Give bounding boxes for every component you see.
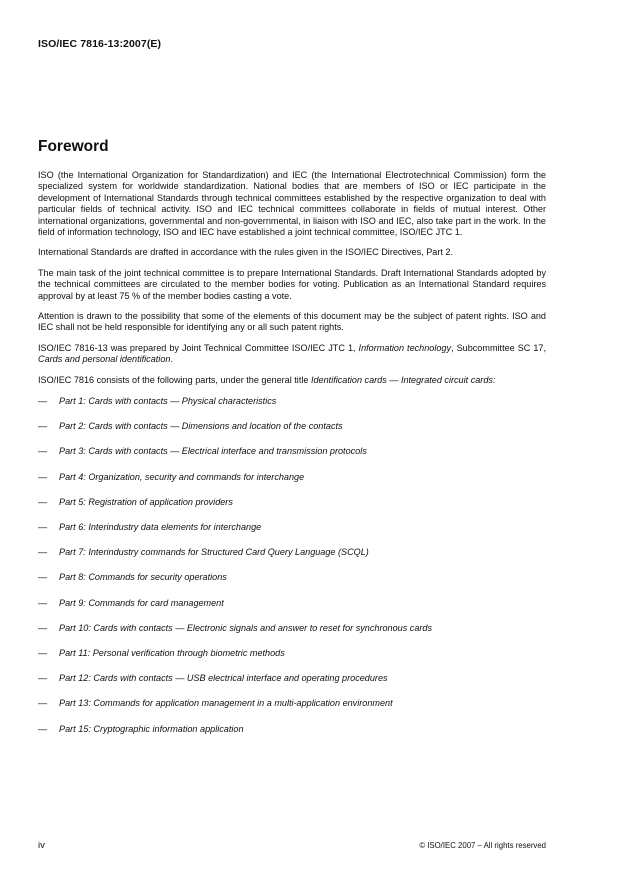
- list-item: [38, 547, 546, 572]
- part-title: Part 7: Interindustry commands for Structured Card Query Language (SCQL): [59, 547, 369, 558]
- list-dash: —: [38, 396, 48, 407]
- prepared-by-end: .: [170, 354, 173, 365]
- list-dash: —: [38, 471, 48, 482]
- paragraph-organizations: ISO (the International Organization for Standardization) and IEC (the International Electrotechnical Commission) form the specialized system for worldwide standardization. National bodies that are members of ISO or IEC participate in the development of International Standards through technical committees established by the respective organization to deal with particular fields of technical activity. ISO and IEC technical committees collaborate in fields of mutual interest. Other international organizations, governmental and non-governmental, in liaison with ISO and IEC, also take part in the work. In the field of information technology, ISO and IEC have established a joint technical committee, ISO/IEC JTC 1.: [38, 170, 546, 238]
- part-title: Part 6: Interindustry data elements for interchange: [59, 522, 262, 533]
- list-dash: —: [38, 673, 48, 684]
- prepared-by-subcommittee-title: Cards and personal identification: [38, 354, 171, 365]
- part-title: Part 5: Registration of application providers: [59, 496, 233, 507]
- part-title: Part 4: Organization, security and commands for interchange: [59, 471, 305, 482]
- part-title: Part 8: Commands for security operations: [59, 572, 227, 583]
- list-dash: —: [38, 421, 48, 432]
- list-dash: —: [38, 647, 48, 658]
- part-title: Part 15: Cryptographic information application: [59, 723, 244, 734]
- part-title: Part 3: Cards with contacts — Electrical interface and transmission protocols: [59, 446, 367, 457]
- list-item: [38, 673, 546, 698]
- part-title: Part 1: Cards with contacts — Physical characteristics: [59, 396, 277, 407]
- list-item: [38, 396, 546, 421]
- list-item: [38, 698, 546, 723]
- paragraph-patent-rights: Attention is drawn to the possibility that some of the elements of this document may be the subject of patent rights. ISO and IEC shall not be held responsible for identifying any or all such patent rights.: [38, 311, 546, 333]
- parts-general-title: Identification cards — Integrated circuit cards: [310, 374, 493, 385]
- list-dash: —: [38, 572, 48, 583]
- part-title: Part 13: Commands for application management in a multi-application environment: [59, 698, 393, 709]
- list-item: [38, 522, 546, 547]
- paragraph-directives: International Standards are drafted in accordance with the rules given in the ISO/IEC Directives, Part 2.: [38, 247, 453, 258]
- list-item: [38, 472, 546, 497]
- part-title: Part 10: Cards with contacts — Electronic signals and answer to reset for synchronous cards: [59, 622, 433, 633]
- paragraph-parts-intro: [38, 375, 546, 386]
- prepared-by-committee-title: Information technology: [358, 342, 452, 353]
- list-dash: —: [38, 723, 48, 734]
- parts-intro-colon: :: [492, 374, 496, 385]
- paragraph-committee-task: The main task of the joint technical committee is to prepare International Standards. Draft International Standards adopted by the technical committees are circulated to the member bodies for voting. Publication as an International Standard requires approval by at least 75 % of the member bodies casting a vote.: [38, 267, 546, 301]
- list-item: [38, 598, 546, 623]
- foreword-body: [38, 170, 546, 749]
- list-item: [38, 421, 546, 446]
- paragraph-prepared-by: [38, 343, 546, 366]
- list-item: [38, 724, 546, 749]
- list-dash: —: [38, 522, 48, 533]
- list-item: [38, 446, 546, 471]
- list-dash: —: [38, 622, 48, 633]
- list-dash: —: [38, 446, 48, 457]
- list-item: [38, 623, 546, 648]
- list-item: [38, 648, 546, 673]
- section-title: Foreword: [38, 138, 109, 155]
- part-title: Part 2: Cards with contacts — Dimensions and location of the contacts: [59, 421, 343, 432]
- document-identifier: ISO/IEC 7816-13:2007(E): [38, 38, 162, 50]
- list-dash: —: [38, 597, 48, 608]
- list-dash: —: [38, 698, 48, 709]
- part-title: Part 9: Commands for card management: [59, 597, 224, 608]
- part-title: Part 11: Personal verification through biometric methods: [59, 647, 285, 658]
- prepared-by-text: ISO/IEC 7816-13 was prepared by Joint Technical Committee ISO/IEC JTC 1,: [38, 342, 359, 353]
- page-number: iv: [38, 840, 45, 851]
- list-dash: —: [38, 547, 48, 558]
- parts-intro-text: ISO/IEC 7816 consists of the following parts, under the general title: [38, 374, 311, 385]
- list-item: [38, 572, 546, 597]
- copyright-notice: © ISO/IEC 2007 – All rights reserved: [419, 841, 546, 850]
- list-item: [38, 497, 546, 522]
- prepared-by-subcommittee: , Subcommittee SC 17,: [451, 342, 547, 353]
- parts-list: [38, 396, 546, 749]
- part-title: Part 12: Cards with contacts — USB electrical interface and operating procedures: [59, 673, 388, 684]
- list-dash: —: [38, 496, 48, 507]
